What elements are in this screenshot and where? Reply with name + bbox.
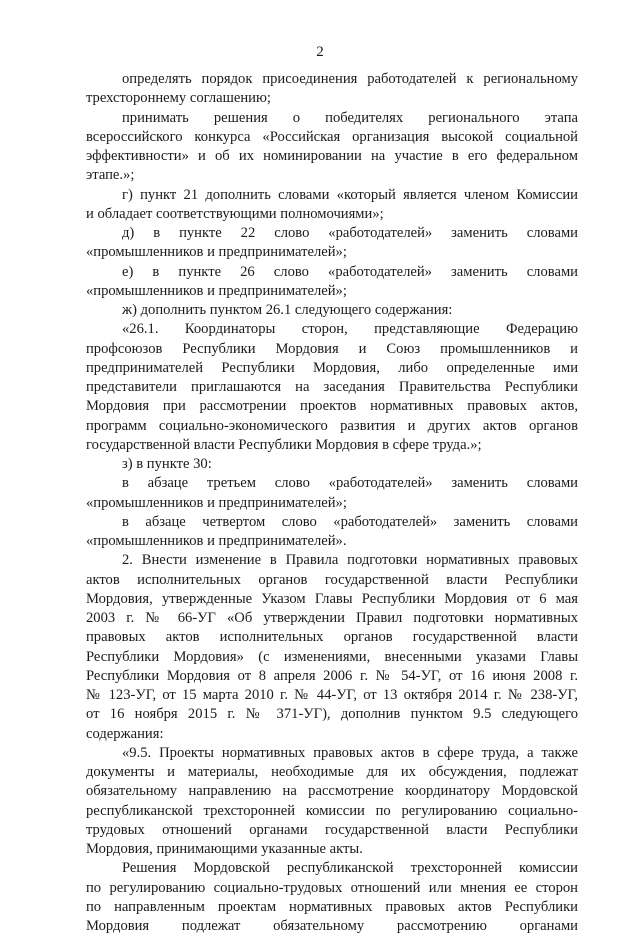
text-line: республиканской трехсторонней комиссии по регулированию социально- xyxy=(86,802,578,819)
text-line: документы и материалы, необходимые для их обсуждения, подлежат xyxy=(86,764,578,780)
text-line: от 16 ноября 2015 г. № 371-УГ), дополнив пунктом 9.5 следующего xyxy=(86,706,578,723)
text-line: в абзаце четвертом слово «работодателей» заменить словами xyxy=(122,513,578,530)
text-line: Республики Мордовия от 8 апреля 2006 г. № 54-УГ, от 16 июня 2008 г. xyxy=(86,667,578,684)
text-line: определять порядок присоединения работодателей к региональному xyxy=(122,71,578,87)
text-line: содержания: xyxy=(86,725,164,742)
text-line: в абзаце третьем слово «работодателей» заменить словами xyxy=(122,475,578,492)
text-line: 2003 г. № 66-УГ «Об утверждении Правил подготовки нормативных xyxy=(86,610,578,626)
text-line: Решения Мордовской республиканской трехсторонней комиссии xyxy=(122,860,578,877)
text-line: «26.1. Координаторы сторон, представляющие Федерацию xyxy=(122,321,578,338)
text-line: этапе.»; xyxy=(86,167,135,184)
text-line: профсоюзов Республики Мордовия и Союз промышленников и xyxy=(86,340,578,357)
text-line: 2. Внести изменение в Правила подготовки нормативных правовых xyxy=(122,552,578,569)
text-line: «промышленников и предпринимателей»; xyxy=(86,282,347,299)
text-line: Мордовия при рассмотрении проектов нормативных правовых актов, xyxy=(86,398,578,415)
text-line: «промышленников и предпринимателей»; xyxy=(86,244,347,261)
text-line: по направленным проектам нормативных правовых актов Республики xyxy=(86,898,578,915)
text-line: актов исполнительных органов государственной власти Республики xyxy=(86,571,578,588)
text-line: Республики Мордовия» (с изменениями, внесенными указами Главы xyxy=(86,648,578,665)
text-line: Мордовия, утвержденные Указом Главы Республики Мордовия от 6 мая xyxy=(86,590,578,607)
text-line: Мордовия подлежат обязательному рассмотрению органами xyxy=(86,918,578,934)
text-line: г) пункт 21 дополнить словами «который является членом Комиссии xyxy=(122,186,578,203)
text-line: з) в пункте 30: xyxy=(122,456,212,472)
text-line: предпринимателей Республики Мордовия, либо определенные ими xyxy=(86,359,578,376)
text-line: принимать решения о победителях регионального этапа xyxy=(122,109,578,126)
text-line: программ социально-экономического развития и других актов органов xyxy=(86,417,578,434)
text-line: трудовых отношений органами государственной власти Республики xyxy=(86,821,578,838)
text-line: правовых актов исполнительных органов государственной власти xyxy=(86,629,578,646)
text-line: «9.5. Проекты нормативных правовых актов в сфере труда, а также xyxy=(122,744,578,761)
text-line: обязательному направлению на рассмотрение координатору Мордовской xyxy=(86,783,578,800)
text-line: е) в пункте 26 слово «работодателей» заменить словами xyxy=(122,263,578,280)
text-line: и обладает соответствующими полномочиями»; xyxy=(86,205,384,222)
text-line: ж) дополнить пунктом 26.1 следующего содержания: xyxy=(122,302,453,318)
text-line: Мордовия, принимающими указанные акты. xyxy=(86,841,363,857)
text-line: представители приглашаются на заседания Правительства Республики xyxy=(86,379,578,395)
text-line: «промышленников и предпринимателей». xyxy=(86,533,347,549)
text-line: государственной власти Республики Мордовия в сфере труда.»; xyxy=(86,436,482,453)
document-body xyxy=(86,70,578,936)
text-line: эффективности» и об их номинировании на участие в его федеральном xyxy=(86,148,578,164)
text-line: по регулированию социально-трудовых отношений или мнения ее сторон xyxy=(86,879,578,896)
text-line: трехстороннему соглашению; xyxy=(86,90,271,107)
text-line: «промышленников и предпринимателей»; xyxy=(86,494,347,511)
page-number: 2 xyxy=(316,44,324,60)
text-line: № 123-УГ, от 15 марта 2010 г. № 44-УГ, от 13 октября 2014 г. № 238-УГ, xyxy=(86,687,578,703)
text-line: всероссийского конкурса «Российская организация высокой социальной xyxy=(86,128,578,145)
text-line: д) в пункте 22 слово «работодателей» заменить словами xyxy=(122,225,578,241)
